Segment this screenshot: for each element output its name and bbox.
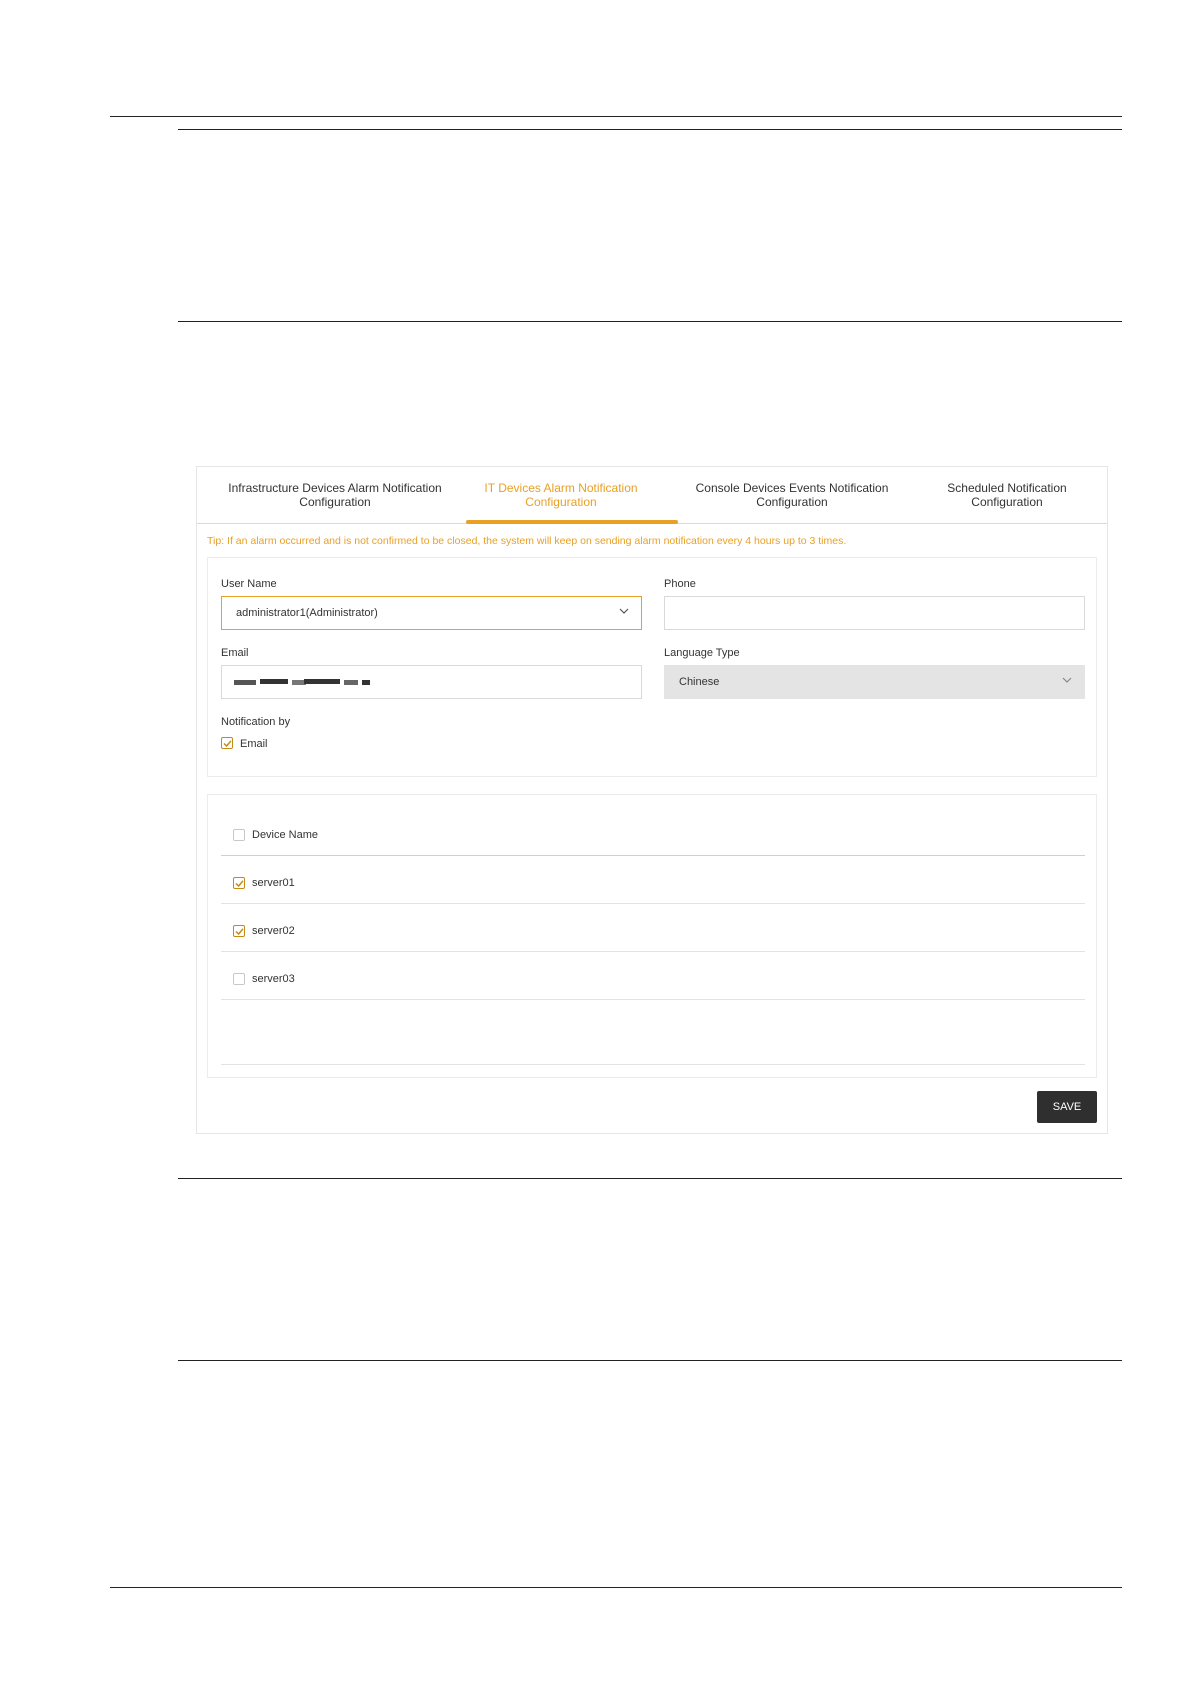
language-type-select[interactable]	[664, 665, 1085, 699]
tab-label-line1: Console Devices Events Notification	[695, 481, 889, 495]
server01-checkbox[interactable]	[233, 877, 245, 889]
row-divider	[221, 903, 1085, 904]
notification-email-checkbox[interactable]	[221, 737, 233, 749]
email-input[interactable]	[221, 665, 642, 699]
chevron-down-icon	[619, 607, 627, 615]
tab-console-devices[interactable]	[677, 481, 907, 515]
server02-checkbox[interactable]	[233, 925, 245, 937]
save-button[interactable]: SAVE	[1037, 1091, 1097, 1123]
language-type-value: Chinese	[679, 676, 720, 688]
tab-label-line1: Scheduled Notification	[947, 481, 1067, 495]
tab-scheduled-notification[interactable]	[917, 481, 1097, 515]
server03-checkbox[interactable]	[233, 973, 245, 985]
page-header-rule	[110, 116, 1122, 117]
table-bottom-rule	[178, 1360, 1122, 1361]
select-all-checkbox[interactable]	[233, 829, 245, 841]
device-name-header: Device Name	[252, 829, 319, 841]
language-type-label: Language Type	[664, 647, 740, 659]
tab-infrastructure-devices[interactable]	[225, 481, 445, 515]
tip-text: Tip: If an alarm occurred and is not confirmed to be closed, the system will keep on sending alarm notification every 4 hours up to 3 times.	[207, 535, 847, 547]
tab-label-line1: Infrastructure Devices Alarm Notification	[228, 481, 442, 495]
table-bottom-divider	[221, 1064, 1085, 1065]
device-name: server03	[252, 973, 295, 985]
table-divider-rule	[178, 321, 1122, 322]
chevron-down-icon	[1062, 676, 1070, 684]
user-name-select[interactable]	[221, 596, 642, 630]
table-divider-rule-2	[178, 1178, 1122, 1179]
tab-label-line2: Configuration	[971, 495, 1043, 509]
notification-config-window	[196, 466, 1108, 1134]
user-name-label: User Name	[221, 578, 277, 590]
email-label: Email	[221, 647, 249, 659]
table-top-rule	[178, 129, 1122, 130]
row-divider	[221, 999, 1085, 1000]
active-tab-indicator	[466, 520, 678, 524]
user-name-value: administrator1(Administrator)	[236, 607, 378, 619]
page-footer-rule	[110, 1587, 1122, 1588]
notification-by-label: Notification by	[221, 716, 291, 728]
row-divider	[221, 951, 1085, 952]
device-name: server01	[252, 877, 295, 889]
device-list-panel	[207, 794, 1097, 1078]
phone-input[interactable]	[664, 596, 1085, 630]
user-info-panel	[207, 557, 1097, 777]
tab-label-line2: Configuration	[299, 495, 371, 509]
tab-label-line2: Configuration	[756, 495, 828, 509]
tab-label-line2: Configuration	[525, 495, 597, 509]
tab-label-line1: IT Devices Alarm Notification	[484, 481, 638, 495]
tab-it-devices[interactable]	[455, 481, 667, 515]
device-name: server02	[252, 925, 295, 937]
header-divider	[221, 855, 1085, 856]
notification-email-label: Email	[240, 738, 268, 750]
phone-label: Phone	[664, 578, 696, 590]
tab-bar	[197, 467, 1107, 524]
